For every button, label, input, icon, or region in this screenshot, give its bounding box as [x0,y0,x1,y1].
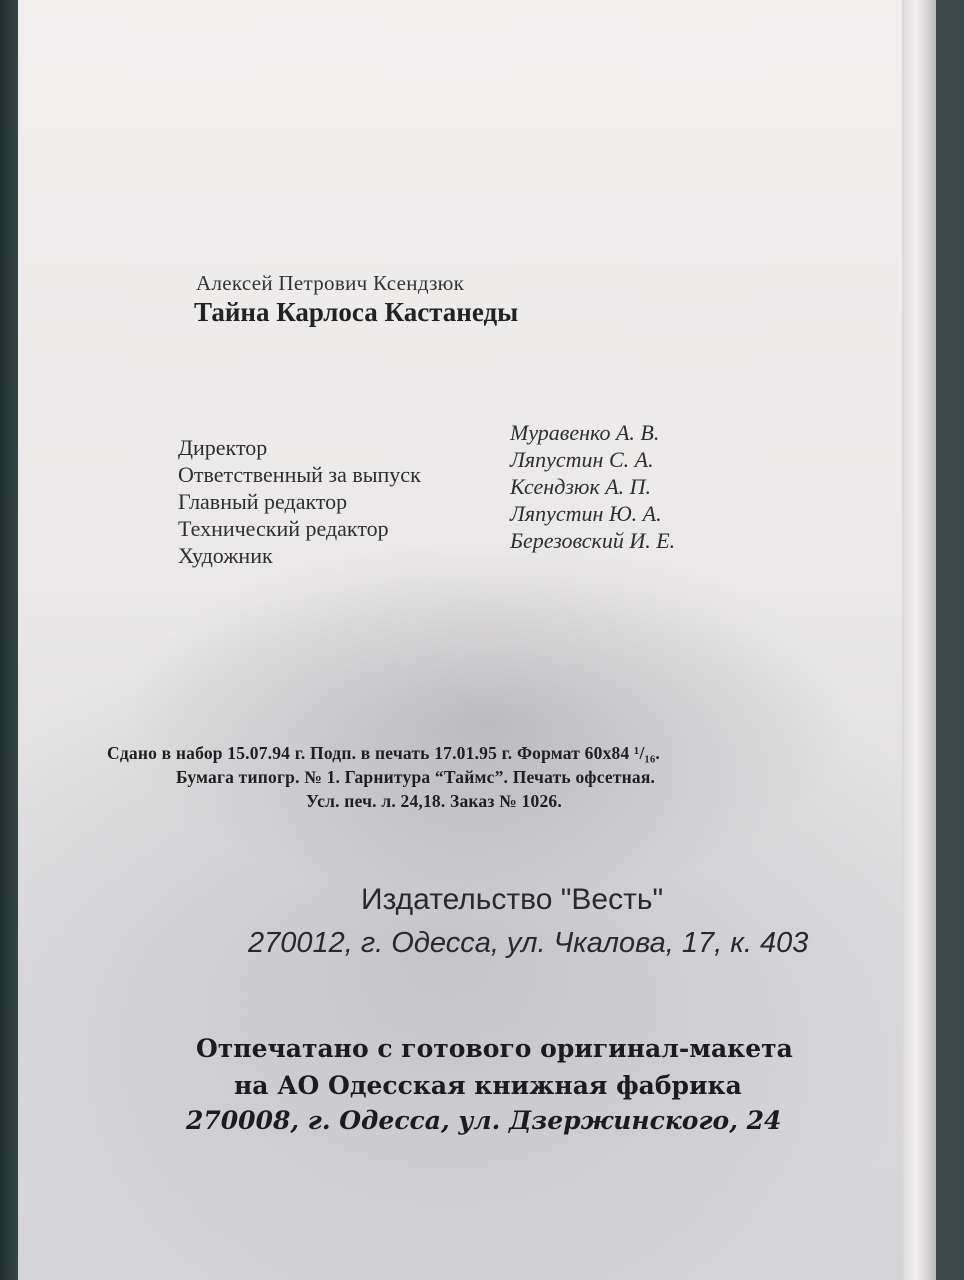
credit-name: Ляпустин С. А. [510,447,654,472]
printer-line: Отпечатано с готового оригинал-макета [196,1034,793,1063]
credit-role: Художник [178,543,273,568]
credit-role: Ответственный за выпуск [178,462,421,487]
credit-role: Технический редактор [178,516,389,541]
credit-role: Главный редактор [178,489,348,514]
credit-name: Ляпустин Ю. А. [510,501,662,526]
credit-role: Директор [178,435,268,460]
printer-line: на АО Одесская книжная фабрика [234,1071,742,1100]
credits-names [510,419,810,554]
imprint-line: Усл. печ. л. 24,18. Заказ № 1026. [306,791,562,811]
imprint-line: Сдано в набор 15.07.94 г. Подп. в печать 17.01.95 г. Формат 60x84 ¹/₁₆. [107,743,660,763]
publisher-name: Издательство "Весть" [361,883,664,916]
book-title: Тайна Карлоса Кастанеды [194,297,519,327]
printer-address: 270008, г. Одесса, ул. Дзержинского, 24 [186,1106,782,1135]
book-author: Алексей Петрович Ксендзюк [196,271,465,295]
credit-name: Ксендзюк А. П. [510,474,652,499]
publisher-address: 270012, г. Одесса, ул. Чкалова, 17, к. 403 [248,927,809,959]
book-page [18,0,936,1280]
credits-roles [178,434,498,569]
credit-name: Муравенко А. В. [510,420,660,445]
next-page-edge [902,0,936,1280]
credit-name: Березовский И. Е. [510,528,676,553]
imprint-line: Бумага типогр. № 1. Гарнитура “Таймс”. Печать офсетная. [176,767,656,787]
